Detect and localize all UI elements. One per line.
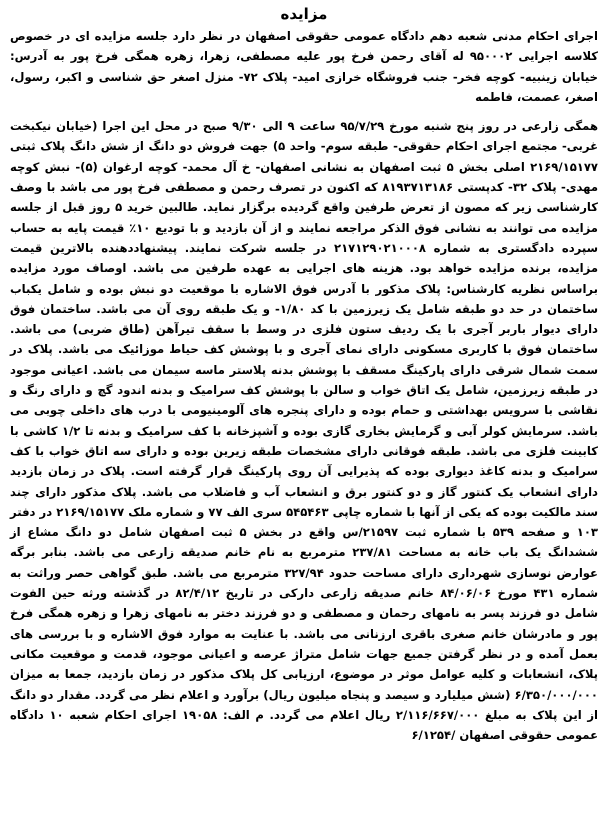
- notice-title: مزایده: [280, 5, 328, 23]
- notice-paragraph-details: همگی زارعی در روز پنج شنبه مورخ ۹۵/۷/۲۹ ساعت ۹ الی ۹/۳۰ صبح در محل این اجرا (خیابان نیکبخت غربی- مجتمع اجرای احکام حقوقی- طبقه سوم- واحد ۵) جهت فروش دو دانگ از شش دانگ پلاک ثبتی ۲۱۶۹/۱۵۱۷۷ اصلی بخش ۵ ثبت اصفهان به نشانی اصفهان- خ آل محمد- کوچه ارغوان (۵)- نبش کوچه مهدی- پلاک ۳۲- کدپستی ۸۱۹۳۷۱۳۱۸۶ که اکنون در تصرف رحمن و مصطفی فرخ پور می باشد با وصف کارشناسی زیر که مصون از تعرض طرفین واقع گردیده برگزار نماید. طالبین خرید ۵ روز قبل از جلسه مزایده می توانند به نشانی فوق الذکر مراجعه نمایند و از آن بازدید و با تودیع ۱۰٪ قیمت پایه به حساب سپرده دادگستری به شماره ۲۱۷۱۲۹۰۲۱۰۰۰۸ در جلسه شرکت نمایند. پیشنهاددهنده بالاترین قیمت مزایده، برنده مزایده خواهد بود. هزینه های اجرایی به عهده طرفین می باشد. اوصاف مورد مزایده براساس نظریه کارشناس: پلاک مذکور با آدرس فوق الاشاره با موقعیت دو نبش بوده و شامل یکباب ساختمان در حد دو طبقه شامل یک زیرزمین با کد ۱/۸۰- و یک طبقه روی آن می باشد. ساختمان فوق دارای دیوار باربر آجری با یک ردیف ستون فلزی در وسط با سقف تیرآهن (طاق ضربی) می باشد. ساختمان فوق با کاربری مسکونی دارای نمای آجری و با پوشش کف حیاط موزائیک می باشد. پلاک در سمت شمال شرقی دارای پارکینگ مسقف با پوشش بدنه پلاستر ماسه سیمان می باشد. اعیانی موجود در طبقه زیرزمین، شامل یک اتاق خواب و سالن با پوشش کف سرامیک و بدنه اندود گچ و دارای رنگ و نقاشی با سرویس بهداشتی و حمام بوده و دارای پنجره های آلومینیومی با درب های داخلی چوبی می باشد. سرمایش کولر آبی و گرمایش بخاری گازی بوده و آشپزخانه با کف سرامیک و بدنه تا ۱/۲ کاشی با کابینت فلزی می باشد. طبقه فوقانی دارای مشخصات طبقه زیرین بوده و دارای سه اتاق خواب با کف سرامیک و بدنه کاغذ دیواری بوده که پذیرایی آن روی پارکینگ قرار گرفته است. پلاک در زمان بازدید دارای انشعاب یک کنتور گاز و دو کنتور برق و انشعاب آب و فاضلاب می باشد. پلاک مذکور دارای چند سند مالکیت بوده که یکی از آنها با شماره چاپی ۵۴۵۴۶۳ سری الف ۷۷ و شماره ملک ۲۱۶۹/۱۵۱۷۷ در دفتر ۱۰۳ و صفحه ۵۳۹ با شماره ثبت ۲۱۵۹۷/س واقع در بخش ۵ ثبت اصفهان شامل دو دانگ مشاع از ششدانگ یک باب خانه به مساحت ۲۳۷/۸۱ مترمربع به نام خانم صدیقه زارعی می باشد. بنابر برگه عوارض نوسازی شهرداری دارای مساحت حدود ۳۲۷/۹۴ مترمربع می باشد. طبق گواهی حصر وراثت به شماره ۴۳۱ مورخ ۸۴/۰۶/۰۶ خانم صدیقه زارعی دارکی در تاریخ ۸۲/۴/۱۲ در گذشته ورثه حین الفوت شامل دو فرزند پسر به نامهای رحمان و مصطفی و دو فرزند دختر به نامهای زهرا و زهره همگی فرخ پور و مادرشان خانم صغری باقری ارزنانی می باشد. با عنایت به موارد فوق الاشاره و با بررسی های بعمل آمده و در نظر گرفتن جمیع جهات شامل متراژ عرصه و اعیانی موجود، قدمت و موقعیت مکانی پلاک، انشعابات و کلیه عوامل موثر در موضوع، ارزیابی کل پلاک مذکور در زمان بازدید، جمعا به میزان ۶/۳۵۰/۰۰۰/۰۰۰ (شش میلیارد و سیصد و پنجاه میلیون ریال) برآورد و اعلام نظر می گردد. مقدار دو دانگ از این پلاک به مبلغ ۲/۱۱۶/۶۶۷/۰۰۰ ریال اعلام می گردد. م الف: ۱۹۰۵۸ اجرای احکام شعبه ۱۰ دادگاه عمومی حقوقی اصفهان /۶/۱۲۵۴: [10, 119, 599, 743]
- notice-paragraph-intro: اجرای احکام مدنی شعبه دهم دادگاه عمومی حقوقی اصفهان در نظر دارد جلسه مزایده ای در خصوص کلاسه اجرایی ۹۵۰۰۰۲ له آقای رحمن فرخ پور علیه مصطفی، زهرا، زهره همگی فرخ پور به آدرس: خیابان زینبیه- کوچه فخر- جنب فروشگاه خرازی امید- پلاک ۷۲- منزل اصغر حق شناسی و اکبر، رسول، اصغر، عصمت، فاطمه: [10, 29, 598, 104]
